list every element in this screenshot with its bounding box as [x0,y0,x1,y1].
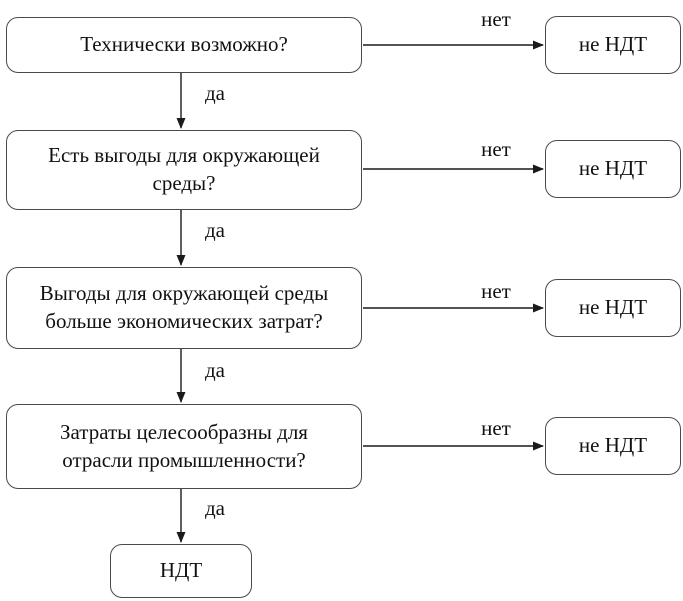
node-result-label: не НДТ [578,156,648,181]
edge-label-yes-1: да [205,81,226,105]
node-result-not-bat-2 [545,140,681,198]
node-question-technically-possible [6,17,362,73]
node-question-label: Затраты целесообразны для отрасли промышленности? [60,419,308,472]
node-result-label: не НДТ [578,295,648,320]
edge-label-yes-4: да [205,496,226,520]
node-result-bat [110,544,252,598]
node-result-label: не НДТ [578,433,648,458]
node-result-not-bat-1 [545,16,681,74]
edge-label-no-3: нет [481,279,511,303]
edge-label-no-2: нет [481,137,511,161]
node-question-benefits-vs-costs [6,267,362,349]
edge-label-no-4: нет [481,416,511,440]
edge-label-no-1: нет [481,7,511,31]
edge-label-yes-3: да [205,358,226,382]
node-question-label: Выгоды для окружающей среды больше экономических затрат? [39,281,329,333]
node-question-costs-reasonable [6,404,362,489]
node-result-not-bat-4 [545,417,681,475]
edge-label-yes-2: да [205,218,226,242]
node-question-label: Технически возможно? [80,32,288,57]
node-question-environmental-benefits [6,130,362,210]
node-question-label: Есть выгоды для окружающей среды? [48,143,320,195]
node-result-label: НДТ [159,558,203,583]
node-result-label: не НДТ [578,32,648,57]
node-result-not-bat-3 [545,279,681,337]
